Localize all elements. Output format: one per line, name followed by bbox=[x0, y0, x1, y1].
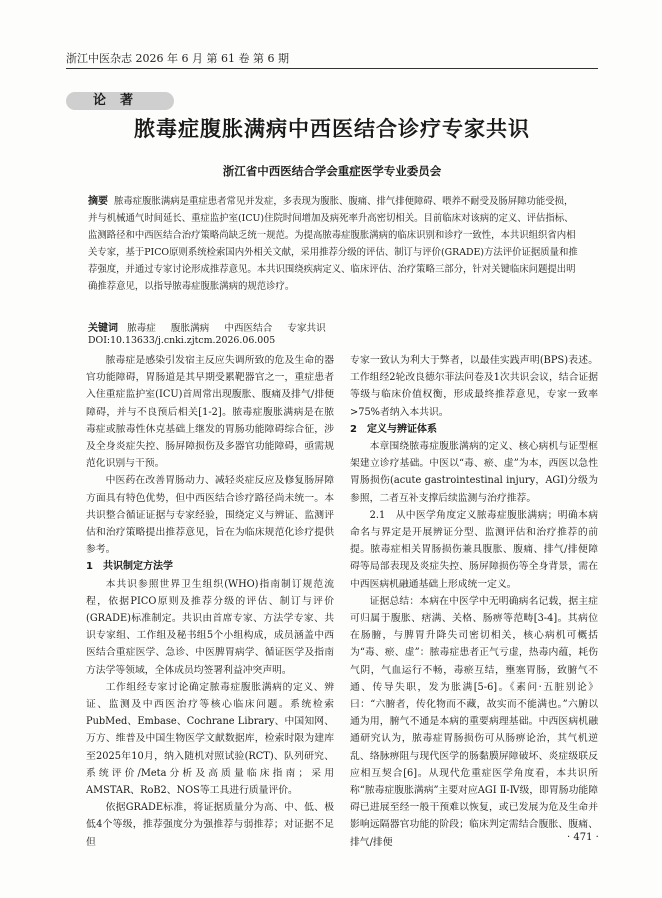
abstract-label: 摘要 bbox=[88, 196, 108, 207]
keyword: 脓毒症 bbox=[127, 323, 156, 334]
paragraph: 专家一致认为利大于弊者，以最佳实践声明(BPS)表述。工作组经2轮改良德尔菲法问卷及1次共识会议，结合证据等级与临床价值权衡，形成最终推荐意见，专家一致率>75%者纳入本共识。 bbox=[350, 355, 598, 418]
doi: DOI:10.13633/j.cnki.zjtcm.2026.06.005 bbox=[88, 335, 276, 346]
paragraph: 本章围绕脓毒症腹胀满病的定义、核心病机与证型框架建立诊疗基础。中医以“毒、瘀、虚”为本，西医以急性胃肠损伤(acute gastrointestinal injury，AGI)分级为参照，二者互补支撑后续监测与治疗推荐。 bbox=[350, 441, 598, 504]
right-column bbox=[350, 352, 598, 851]
paragraph: 2.1 从中医学角度定义脓毒症腹胀满病；明确本病命名与界定是开展辨证分型、监测评估和治疗推荐的前提。脓毒症相关胃肠损伤兼具腹胀、腹痛、排气/排便障碍等局部表现及炎症失控、肠屏障损伤等全身背景，需在中西医病机融通基础上形成统一定义。 bbox=[350, 509, 598, 590]
page-number: · 471 · bbox=[567, 832, 599, 843]
section-heading: 2 定义与辨证体系 bbox=[350, 423, 437, 435]
section-heading: 1 共识制定方法学 bbox=[86, 561, 173, 573]
paragraph: 本共识参照世界卫生组织(WHO)指南制订规范流程，依据PICO原则及推荐分级的评估、制订与评价(GRADE)标准制定。共识由首席专家、方法学专家、共识专家组、工作组及秘书组5个小组构成，成员涵盖中西医结合重症医学、急诊、中医脾胃病学、循证医学及指南方法学等领域，全体成员均签署利益冲突声明。 bbox=[86, 578, 334, 676]
section-tag: 论著 bbox=[66, 92, 174, 110]
keyword: 腹胀满病 bbox=[170, 323, 210, 334]
keyword: 专家共识 bbox=[287, 323, 326, 334]
paragraph: 中医药在改善胃肠动力、减轻炎症反应及修复肠屏障方面具有特色优势，但中西医结合诊疗路径尚未统一。本共识整合循证证据与专家经验，围绕定义与辨证、监测评估和治疗策略提出推荐意见，旨在为临床规范化诊疗提供参考。 bbox=[86, 475, 334, 556]
paragraph: 依据GRADE标准，将证据质量分为高、中、低、极低4个等级，推荐强度分为强推荐与弱推荐；对证据不足但 bbox=[86, 802, 334, 848]
left-column bbox=[86, 352, 334, 851]
paragraph: 工作组经专家讨论确定脓毒症腹胀满病的定义、辨证、监测及中西医治疗等核心临床问题。系统检索PubMed、Embase、Cochrane Library、中国知网、万方、维普及中国生物医学文献数据库，检索时限为建库至2025年10月，纳入随机对照试验(RCT)、队列研究、系统评价/Meta分析及高质量临床指南；采用AMSTAR、RoB2、NOS等工具进行质量评价。 bbox=[86, 681, 334, 797]
keywords-label: 关键词 bbox=[88, 323, 118, 334]
keyword: 中西医结合 bbox=[224, 323, 273, 334]
abstract-text: 脓毒症腹胀满病是重症患者常见并发症，多表现为腹胀、腹痛、排气排便障碍、喂养不耐受及肠屏障功能受损，并与机械通气时间延长、重症监护室(ICU)住院时间增加及病死率升高密切相关。目前临床对该病的定义、评估指标、监测路径和中西医结合治疗策略尚缺乏统一规范。为提高脓毒症腹胀满病的临床识别和诊疗一致性，本共识组织省内相关专家，基于PICO原则系统检索国内外相关文献，采用推荐分级的评估、制订与评价(GRADE)方法评价证据质量和推荐强度，并通过专家讨论形成推荐意见。本共识围绕疾病定义、临床评估、治疗策略三部分，针对关键临床问题提出明确推荐意见，以指导脓毒症腹胀满病的规范诊疗。 bbox=[88, 196, 578, 292]
abstract bbox=[88, 193, 578, 295]
header-rule bbox=[66, 68, 598, 69]
keywords bbox=[88, 319, 578, 334]
journal-header: 浙江中医杂志 2026 年 6 月 第 61 卷 第 6 期 bbox=[66, 52, 289, 65]
paragraph: 证据总结：本病在中医学中无明确病名记载，据主症可归属于腹胀、痞满、关格、肠痹等范畴[3-4]。其病位在肠腑，与脾胃升降失司密切相关，核心病机可概括为“毒、瘀、虚”：脓毒症患者正气亏虚，热毒内蕴，耗伤气阴，气血运行不畅，毒瘀互结，壅塞胃肠，致腑气不通、传导失职，发为胀满[5-6]。《素问·五脏别论》曰：“六腑者，传化物而不藏，故实而不能满也。”六腑以通为用，腑气不通是本病的重要病理基础。中西医病机融通研究认为，脓毒症胃肠损伤可从肠痹论治，其气机逆乱、络脉痹阻与现代医学的肠黏膜屏障破坏、炎症级联反应相互契合[6]。从现代危重症医学角度看，本共识所称“脓毒症腹胀满病”主要对应AGI Ⅱ-Ⅳ级，即胃肠功能障碍已进展至经一般干预难以恢复，或已发展为危及生命并影响远隔器官功能的阶段；临床判定需结合腹胀、腹痛、排气/排便 bbox=[350, 595, 598, 848]
paragraph: 脓毒症是感染引发宿主反应失调所致的危及生命的器官功能障碍，胃肠道是其早期受累靶器官之一，重症患者入住重症监护室(ICU)首周常出现腹胀、腹痛及排气/排便障碍，并与不良预后相关[1-2]。脓毒症腹胀满病是在脓毒症或脓毒性休克基础上继发的胃肠功能障碍综合征，涉及全身炎症失控、肠屏障损伤及多器官功能障碍，亟需规范化识别与干预。 bbox=[86, 355, 334, 470]
article-title: 脓毒症腹胀满病中西医结合诊疗专家共识 bbox=[134, 117, 530, 141]
authors: 浙江省中西医结合学会重症医学专业委员会 bbox=[222, 164, 442, 178]
